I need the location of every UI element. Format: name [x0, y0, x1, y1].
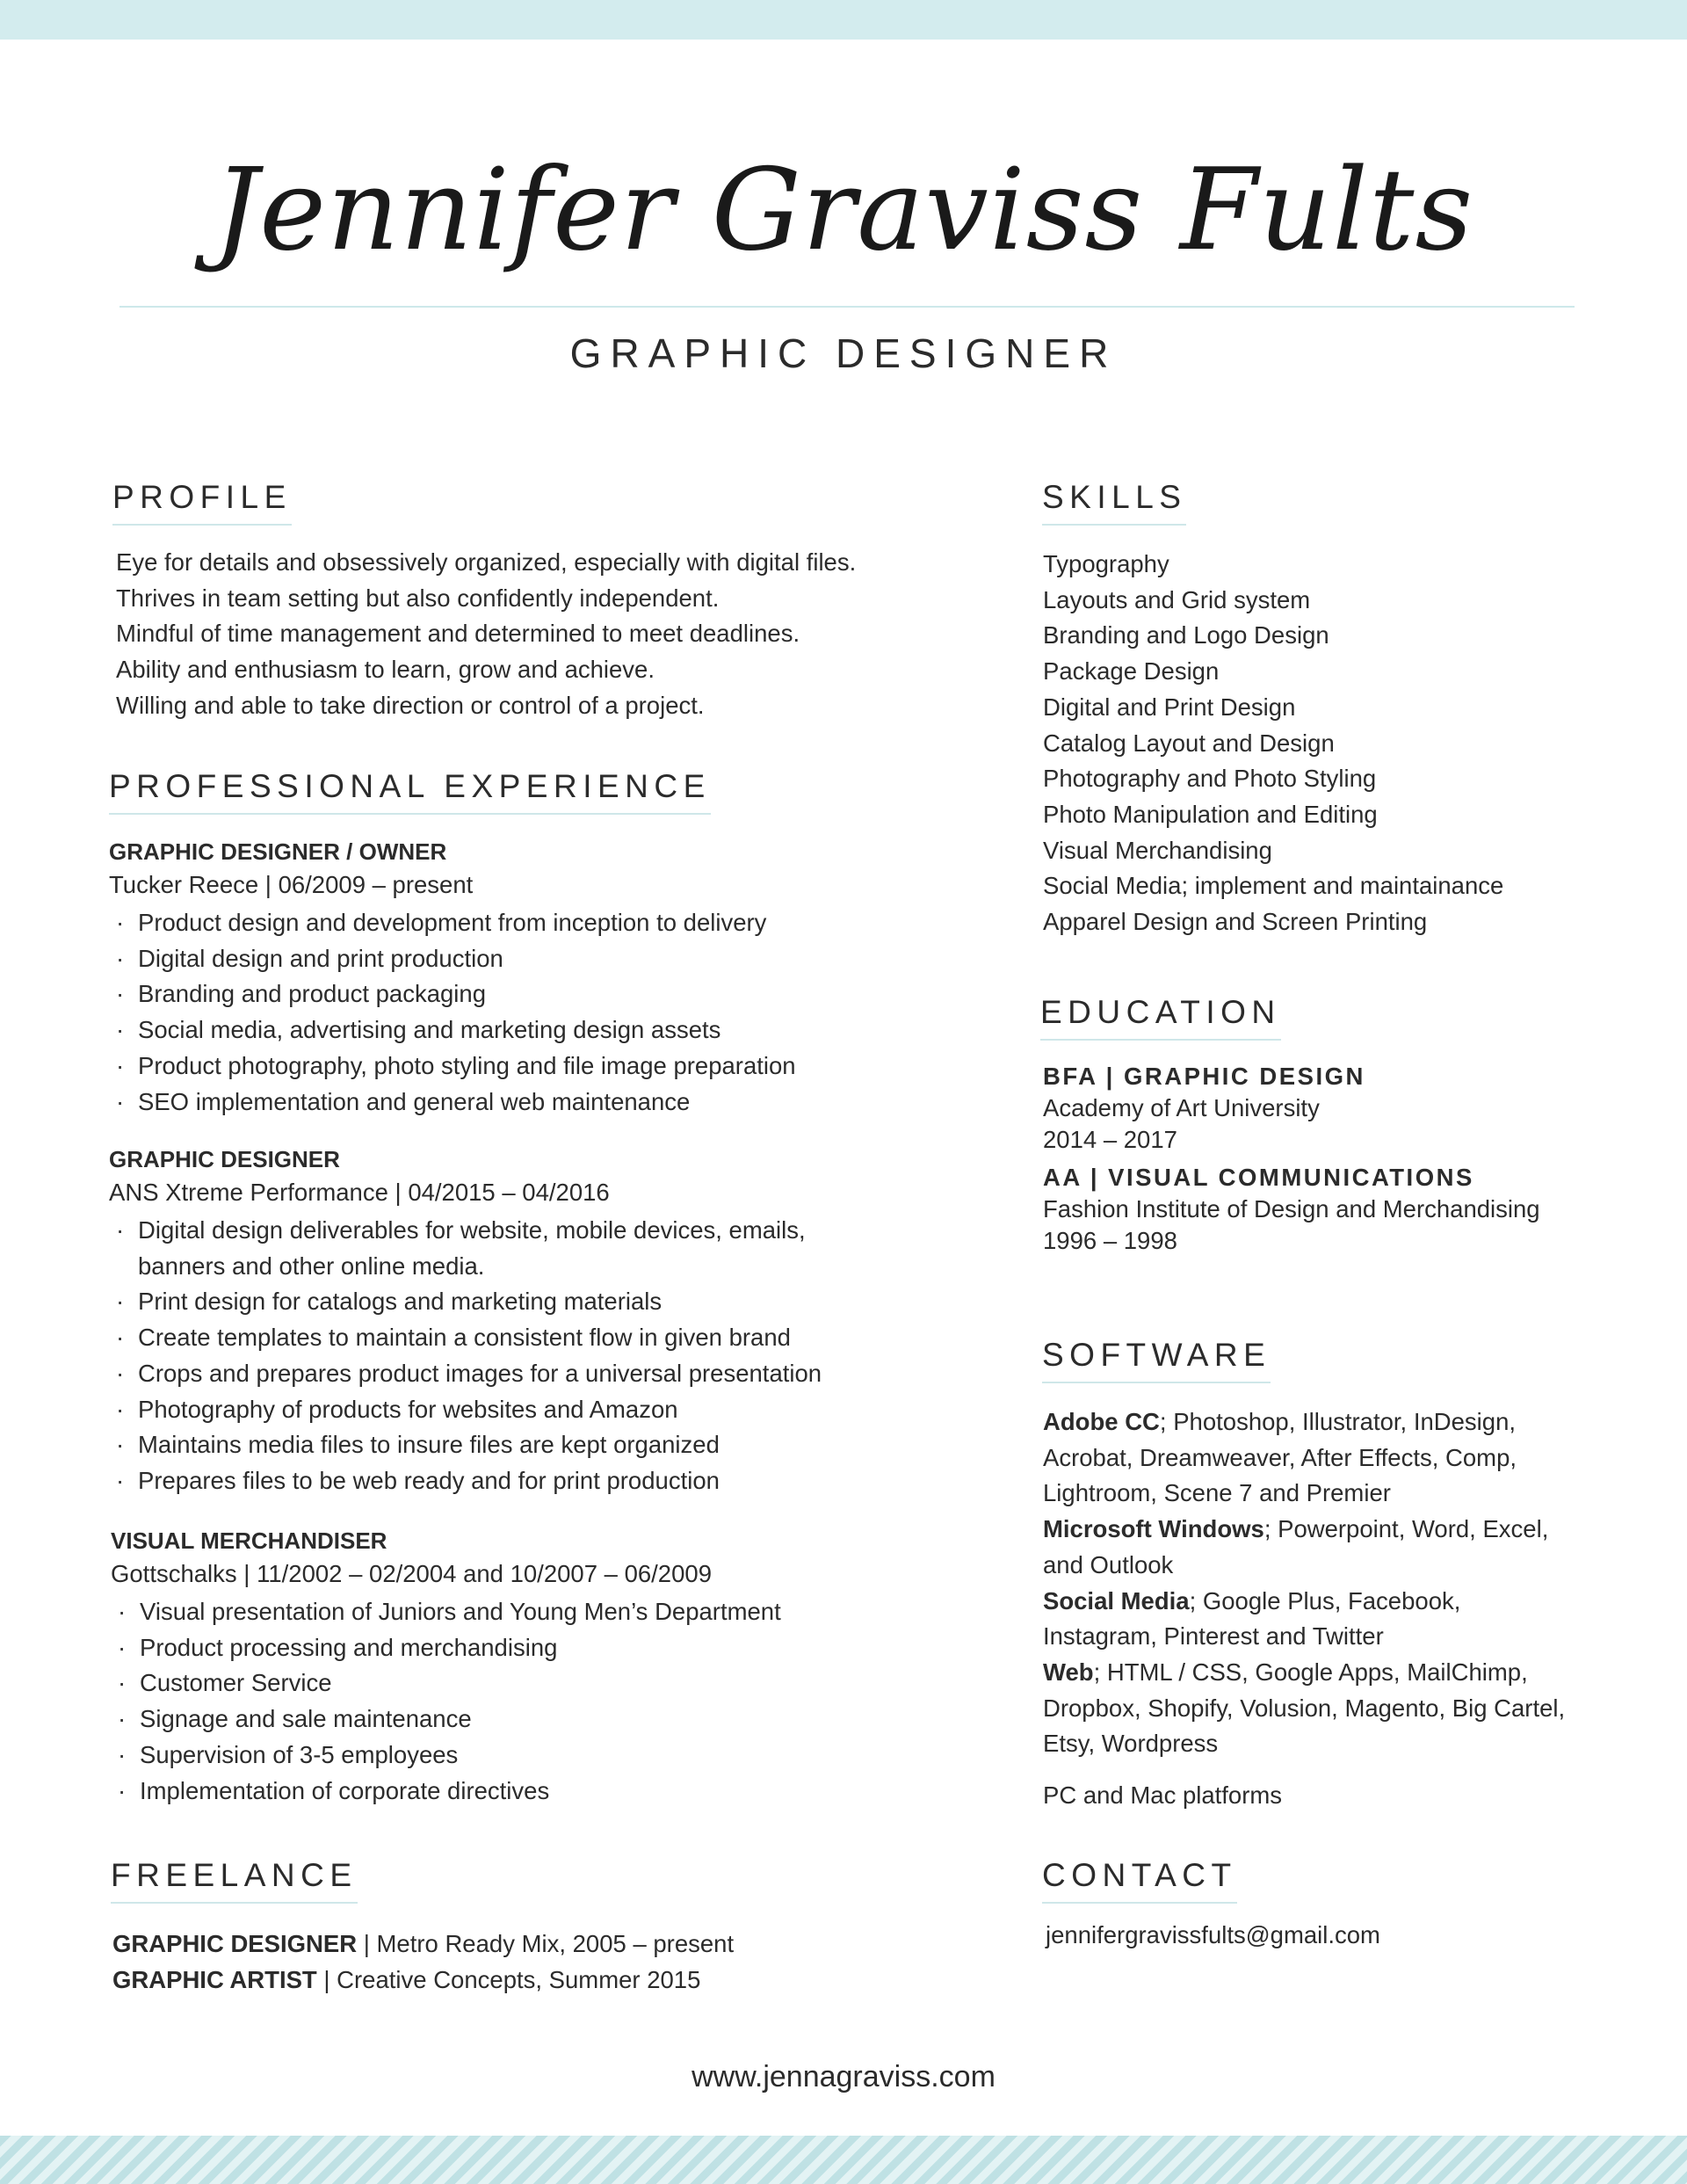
job-bullet: · Supervision of 3-5 employees: [118, 1740, 459, 1768]
contact-section: [1046, 1918, 1380, 1954]
software-line: Social Media; Google Plus, Facebook,: [1043, 1586, 1461, 1614]
software-heading: SOFTWARE: [1042, 1334, 1271, 1383]
software-line: Web; HTML / CSS, Google Apps, MailChimp,: [1043, 1658, 1528, 1686]
freelance-item: GRAPHIC ARTIST | Creative Concepts, Summer 2015: [112, 1965, 701, 1993]
contact-email[interactable]: jennifergravissfults@gmail.com: [1046, 1921, 1380, 1948]
job-meta: Gottschalks | 11/2002 – 02/2004 and 10/2007 – 06/2009: [111, 1560, 712, 1587]
skill-item: Catalog Layout and Design: [1043, 729, 1335, 757]
experience-heading: PROFESSIONAL EXPERIENCE: [109, 765, 711, 815]
skill-item: Visual Merchandising: [1043, 836, 1272, 864]
profile-line: Eye for details and obsessively organized, especially with digital files.: [116, 548, 857, 576]
job-bullets: [111, 1594, 884, 1809]
profile-section: [116, 545, 856, 724]
job-bullet: · Signage and sale maintenance: [118, 1705, 472, 1733]
skill-item: Digital and Print Design: [1043, 693, 1296, 721]
education-years: 2014 – 2017: [1043, 1126, 1177, 1153]
software-line: Instagram, Pinterest and Twitter: [1043, 1622, 1384, 1651]
education-section: [1043, 1060, 1540, 1257]
name-divider: [119, 306, 1575, 308]
profile-heading: PROFILE: [112, 476, 292, 526]
job-meta: Tucker Reece | 06/2009 – present: [109, 871, 474, 898]
bottom-striped-band: [0, 2136, 1687, 2184]
job-bullet: · Branding and product packaging: [116, 980, 486, 1008]
top-accent-band: [0, 0, 1687, 40]
software-line: Etsy, Wordpress: [1043, 1730, 1219, 1758]
software-line: Adobe CC; Photoshop, Illustrator, InDesign,: [1043, 1408, 1517, 1435]
software-line: Dropbox, Shopify, Volusion, Magento, Big Cartel,: [1043, 1694, 1566, 1722]
job-2: [109, 1143, 882, 1499]
job-bullet: · Crops and prepares product images for a universal presentation: [116, 1359, 822, 1387]
education-degree: AA | VISUAL COMMUNICATIONS: [1043, 1164, 1474, 1191]
job-bullets: [109, 1213, 882, 1499]
skills-heading: SKILLS: [1042, 476, 1186, 526]
skill-item: Apparel Design and Screen Printing: [1043, 908, 1428, 936]
job-title: GRAPHIC DESIGNER: [109, 1146, 340, 1172]
job-bullets: [109, 905, 882, 1120]
job-bullet: · Implementation of corporate directives: [118, 1776, 550, 1804]
job-bullet: · Print design for catalogs and marketing materials: [116, 1288, 662, 1316]
skill-item: Social Media; implement and maintainance: [1043, 872, 1504, 900]
job-bullet: · Photography of products for websites and Amazon: [116, 1395, 678, 1423]
freelance-item: GRAPHIC DESIGNER | Metro Ready Mix, 2005 – present: [112, 1930, 735, 1957]
job-bullet: · Create templates to maintain a consistent flow in given brand: [116, 1324, 791, 1352]
job-bullet: · SEO implementation and general web maintenance: [116, 1087, 691, 1115]
software-platforms: PC and Mac platforms: [1043, 1781, 1283, 1810]
job-bullet: · Prepares files to be web ready and for print production: [116, 1466, 720, 1494]
job-meta: ANS Xtreme Performance | 04/2015 – 04/2016: [109, 1179, 610, 1206]
skill-item: Layouts and Grid system: [1043, 585, 1311, 613]
profile-line: Ability and enthusiasm to learn, grow and achieve.: [116, 656, 655, 684]
job-bullet: · Maintains media files to insure files are kept organized: [116, 1431, 720, 1459]
profile-line: Willing and able to take direction or control of a project.: [116, 691, 705, 719]
skill-item: Package Design: [1043, 657, 1220, 686]
software-line: Acrobat, Dreamweaver, After Effects, Comp,: [1043, 1443, 1517, 1471]
job-bullet: · Visual presentation of Juniors and Young Men’s Department: [118, 1598, 781, 1625]
job-title-header: GRAPHIC DESIGNER: [569, 330, 1118, 376]
job-bullet: · Digital design deliverables for website, mobile devices, emails, banners and other online media.: [116, 1216, 806, 1280]
freelance-heading: FREELANCE: [111, 1854, 358, 1904]
profile-line: Mindful of time management and determined to meet deadlines.: [116, 620, 800, 648]
software-line: and Outlook: [1043, 1550, 1174, 1578]
skill-item: Photography and Photo Styling: [1043, 765, 1377, 793]
job-bullet: · Customer Service: [118, 1669, 332, 1697]
freelance-section: [112, 1926, 734, 1998]
education-degree: BFA | GRAPHIC DESIGN: [1043, 1063, 1365, 1090]
job-1: [109, 835, 882, 1120]
skill-item: Typography: [1043, 550, 1169, 577]
website-link[interactable]: www.jennagraviss.com: [691, 2060, 996, 2093]
job-bullet: · Product processing and merchandising: [118, 1633, 558, 1661]
resume-name: Jennifer Graviss Fults: [213, 145, 1474, 276]
job-bullet: · Product photography, photo styling and file image preparation: [116, 1051, 796, 1079]
software-line: Lightroom, Scene 7 and Premier: [1043, 1479, 1391, 1507]
education-years: 1996 – 1998: [1043, 1227, 1177, 1254]
education-school: Fashion Institute of Design and Merchandising: [1043, 1195, 1540, 1223]
job-bullet: · Product design and development from inception to delivery: [116, 909, 767, 936]
job-bullet: · Social media, advertising and marketing design assets: [116, 1016, 721, 1044]
skills-list: [1043, 547, 1503, 940]
job-3: [111, 1524, 884, 1809]
profile-line: Thrives in team setting but also confidently independent.: [116, 584, 720, 612]
education-heading: EDUCATION: [1040, 991, 1281, 1041]
skill-item: Branding and Logo Design: [1043, 621, 1329, 649]
contact-heading: CONTACT: [1042, 1854, 1237, 1904]
skill-item: Photo Manipulation and Editing: [1043, 800, 1378, 828]
job-bullet: · Digital design and print production: [116, 944, 503, 972]
job-title: VISUAL MERCHANDISER: [111, 1527, 387, 1554]
software-section: [1043, 1404, 1565, 1814]
job-title: GRAPHIC DESIGNER / OWNER: [109, 838, 447, 865]
education-school: Academy of Art University: [1043, 1094, 1320, 1121]
software-line: Microsoft Windows; Powerpoint, Word, Excel,: [1043, 1515, 1549, 1543]
